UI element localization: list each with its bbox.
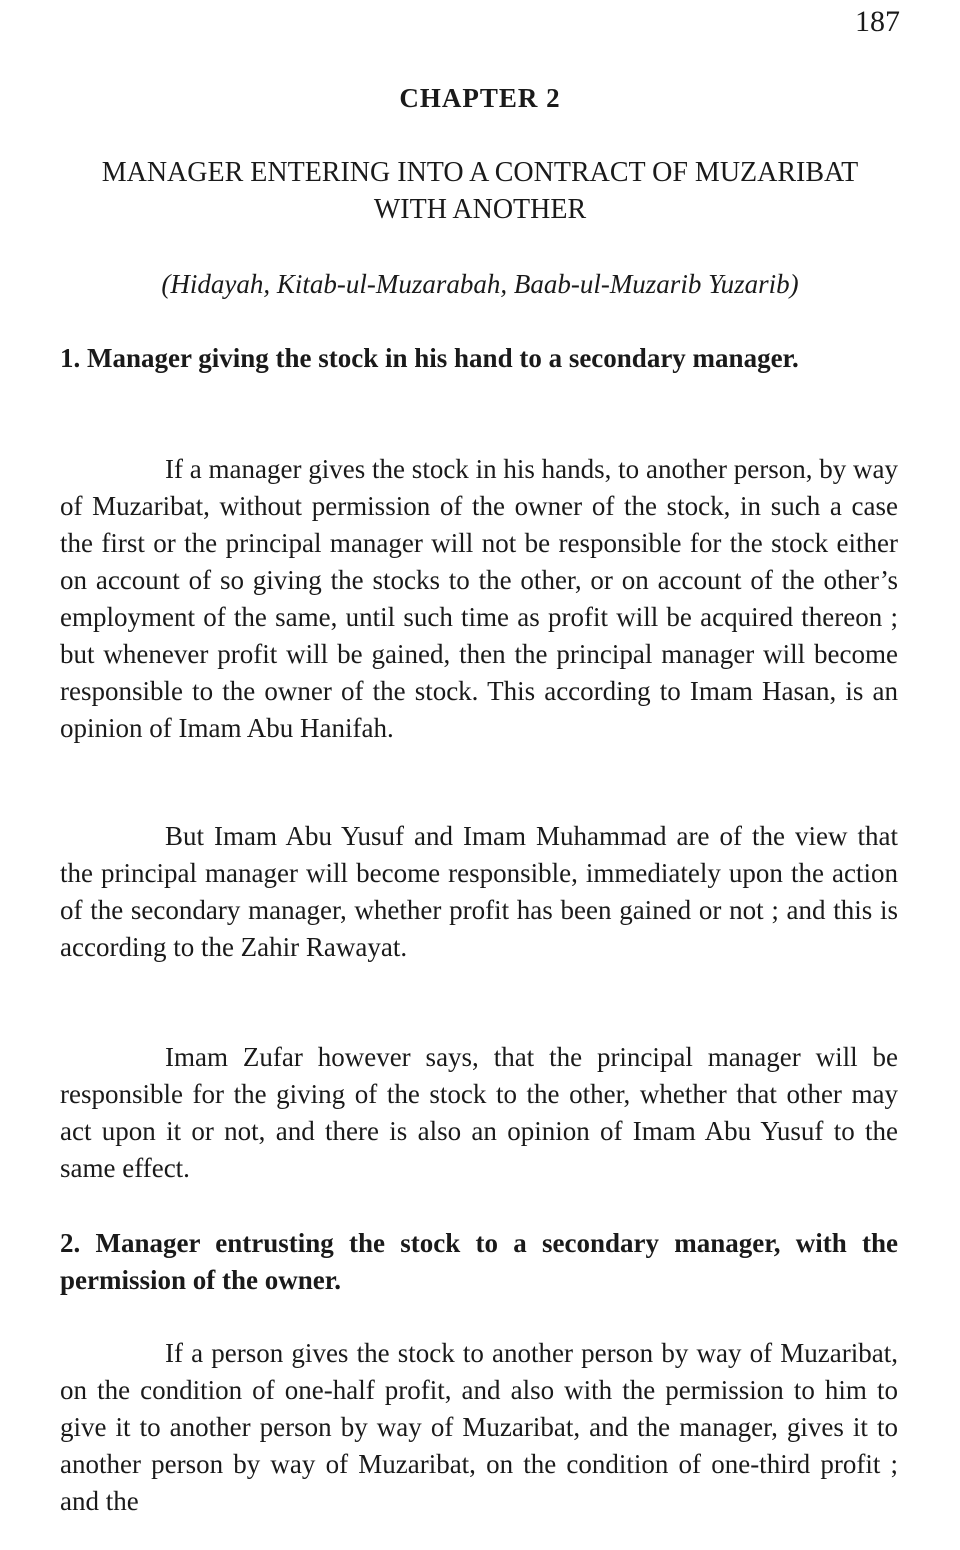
section-1-paragraph-3: Imam Zufar however says, that the principal manager will be responsible for the giving of the stock to the other, whether that other may act upon it or not, and there is also an opinion of Imam Abu Yusuf to the same effect. (60, 1042, 898, 1183)
source-citation: (Hidayah, Kitab-ul-Muzarabah, Baab-ul-Muzarib Yuzarib) (161, 269, 799, 299)
section-1-paragraph-1: If a manager gives the stock in his hands, to another person, by way of Muzaribat, without permission of the owner of the stock, in such a case the first or the principal manager will not be responsible for the stock either on account of so giving the stocks to the other, or on account of the other’s employment of the same, until such time as profit will be acquired thereon ; but whenever profit will be gained, then the principal manager will become responsible to the owner of the stock. This according to Imam Hasan, is an opinion of Imam Abu Hanifah. (60, 454, 898, 743)
chapter-heading: CHAPTER 2 (399, 83, 561, 113)
page-number: 187 (855, 5, 900, 38)
section-2-paragraph-1: If a person gives the stock to another person by way of Muzaribat, on the condition of one-half profit, and also with the permission to him to give it to another person by way of Muzaribat, and the manager, gives it to another person by way of Muzaribat, on the condition of one-third profit ; and the (60, 1338, 898, 1516)
section-2-heading: 2. Manager entrusting the stock to a secondary manager, with the permission of the owner. (60, 1228, 898, 1295)
section-1-heading: 1. Manager giving the stock in his hand to a secondary manager. (60, 343, 799, 373)
section-1-paragraph-2: But Imam Abu Yusuf and Imam Muhammad are of the view that the principal manager will become responsible, immediately upon the action of the secondary manager, whether profit has been gained or not ; and this is according to the Zahir Rawayat. (60, 821, 898, 962)
chapter-title: MANAGER ENTERING INTO A CONTRACT OF MUZARIBAT WITH ANOTHER (101, 157, 859, 225)
